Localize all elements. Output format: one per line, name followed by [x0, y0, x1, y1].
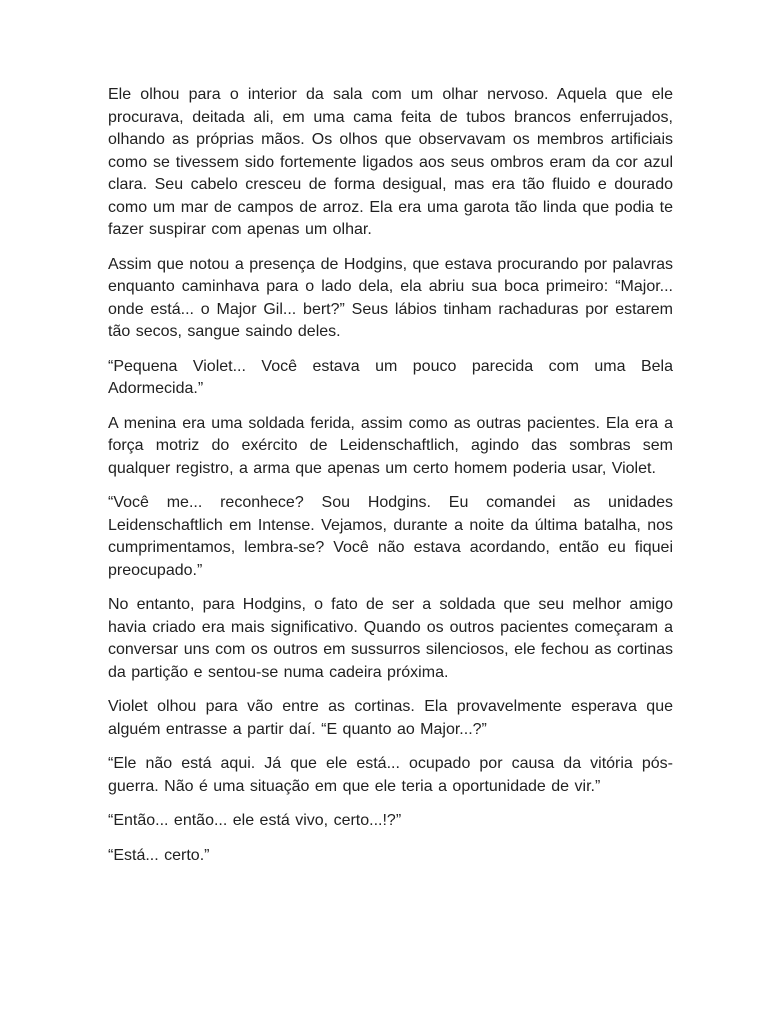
paragraph-narration-room: Ele olhou para o interior da sala com um olhar nervoso. Aquela que ele procurava, deitada ali, em uma cama feita de tubos brancos enferrujados, olhando as próprias mãos. Os olhos que observavam os membros artificiais como se tivessem sido fortemente ligados aos seus ombros eram da cor azul clara. Seu cabelo cresceu de forma desigual, mas era tão fluido e dourado como um mar de campos de arroz. Ela era uma garota tão linda que podia te fazer suspirar com apenas um olhar. — [108, 86, 673, 238]
paragraph-narration-curtains: No entanto, para Hodgins, o fato de ser a soldada que seu melhor amigo havia criado era mais significativo. Quando os outros pacientes começaram a conversar uns com os outros em sussurros silenciosos, ele fechou as cortinas da partição e sentou-se numa cadeira próxima. — [108, 596, 673, 681]
paragraph-dialogue-thats-right: “Está... certo.” — [108, 846, 210, 864]
document-text-block — [108, 84, 673, 867]
paragraph-dialogue-recognize-me: “Você me... reconhece? Sou Hodgins. Eu comandei as unidades Leidenschaftlich em Intense. Vejamos, durante a noite da última batalha, nos cumprimentamos, lembra-se? Você não estava acordando, então eu fiquei preocupado.” — [108, 494, 673, 579]
paragraph-dialogue-he-is-not-here: “Ele não está aqui. Já que ele está... ocupado por causa da vitória pós-guerra. Não é uma situação em que ele teria a oportunidade de vir.” — [108, 755, 673, 795]
paragraph-dialogue-he-is-alive: “Então... então... ele está vivo, certo...!?” — [108, 812, 402, 829]
paragraph-dialogue-little-violet: “Pequena Violet... Você estava um pouco parecida com uma Bela Adormecida.” — [108, 357, 673, 397]
paragraph-narration-wounded-soldier: A menina era uma soldada ferida, assim como as outras pacientes. Ela era a força motriz do exército de Leidenschaftlich, agindo das sombras sem qualquer registro, a arma que apenas um certo homem poderia usar, Violet. — [108, 414, 673, 477]
paragraph-narration-hodgins-noticed: Assim que notou a presença de Hodgins, que estava procurando por palavras enquanto caminhava para o lado dela, ela abriu sua boca primeiro: “Major... onde está... o Major Gil... bert?” Seus lábios tinham rachaduras por estarem tão secos, sangue saindo deles. — [108, 255, 673, 340]
paragraph-narration-violet-looked: Violet olhou para vão entre as cortinas. Ela provavelmente esperava que alguém entrasse a partir daí. “E quanto ao Major...?” — [108, 698, 673, 738]
